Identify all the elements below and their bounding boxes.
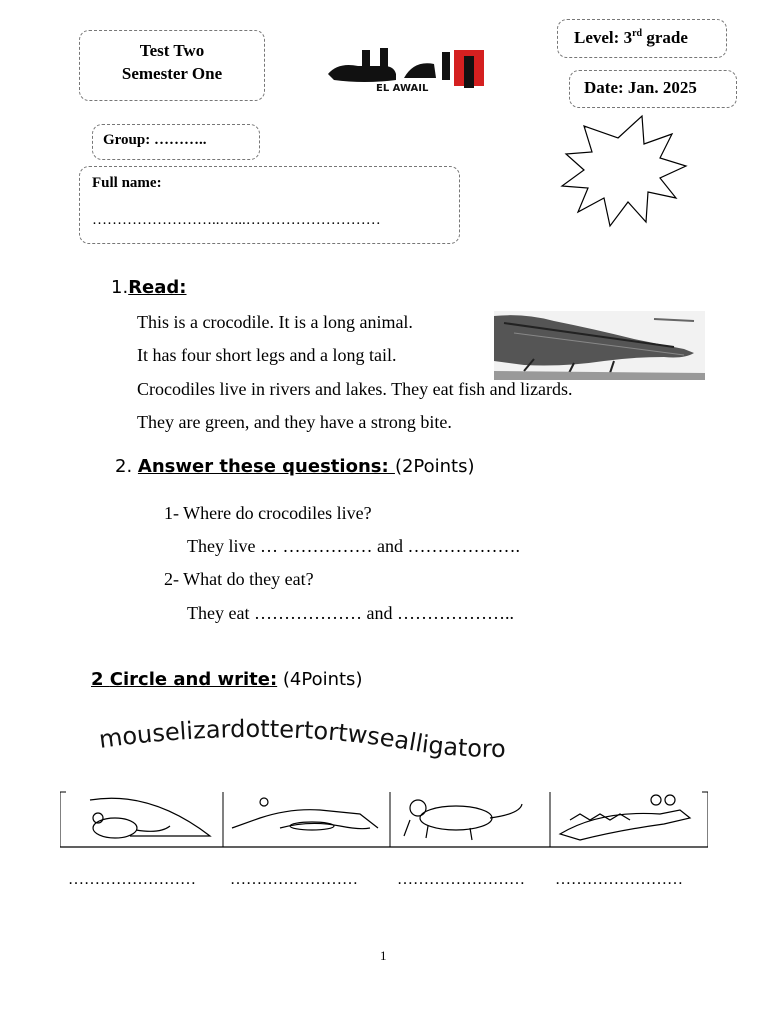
- level-box: [557, 19, 727, 58]
- reading-line: It has four short legs and a long tail.: [137, 345, 397, 365]
- section-number: 2: [91, 669, 110, 690]
- answer-blank-4[interactable]: ……………………: [555, 871, 683, 888]
- test-title: Test Two: [139, 41, 205, 60]
- section-questions-heading: [115, 456, 475, 477]
- section-title: Answer these questions:: [137, 456, 395, 477]
- full-name-label: Full name:: [92, 175, 162, 191]
- el-awail-logo: [324, 44, 490, 94]
- section-points: (2Points): [394, 456, 475, 477]
- group-label: Group: ………..: [103, 132, 207, 148]
- section-title: Read:: [128, 277, 187, 298]
- page-number: 1: [380, 948, 387, 963]
- group-field[interactable]: [92, 124, 260, 160]
- answer-2-blank[interactable]: They eat ……………… and ………………..: [187, 603, 514, 623]
- otter-icon: [404, 800, 522, 840]
- reading-line: This is a crocodile. It is a long animal.: [137, 312, 413, 332]
- logo-text: EL AWAIL: [376, 83, 429, 94]
- score-starburst: [560, 114, 690, 230]
- full-name-dots: ……………………..…...………………………: [92, 212, 381, 228]
- animal-pictures-row: [60, 790, 708, 850]
- reading-line: Crocodiles live in rivers and lakes. They eat fish and lizards.: [137, 379, 573, 399]
- crocodile-picture: [494, 311, 705, 380]
- date-box: [569, 70, 737, 108]
- letter-string: mouselizardottertortwsealligatoro: [97, 714, 506, 763]
- section-points: (4Points): [277, 669, 363, 690]
- question-1: 1- Where do crocodiles live?: [164, 503, 372, 523]
- word-search-letters[interactable]: [92, 700, 702, 770]
- mouse-icon: [90, 798, 210, 838]
- question-2: 2- What do they eat?: [164, 569, 314, 589]
- section-number: 2.: [115, 456, 133, 477]
- answer-blank-3[interactable]: ……………………: [397, 871, 525, 888]
- section-number: 1.: [111, 277, 129, 298]
- full-name-field[interactable]: [79, 166, 460, 244]
- section-circle-heading: [91, 669, 362, 690]
- alligator-icon: [560, 795, 690, 840]
- level-label: Level: 3: [574, 28, 633, 47]
- answer-blank-2[interactable]: ……………………: [230, 871, 358, 888]
- lizard-icon: [232, 798, 378, 830]
- section-title: Circle and write:: [109, 669, 278, 690]
- section-read-heading: [111, 277, 187, 298]
- level-ordinal: rd: [632, 28, 643, 39]
- semester-label: Semester One: [121, 64, 223, 83]
- answer-1-blank[interactable]: They live … …………… and ……………….: [187, 536, 520, 556]
- reading-line: They are green, and they have a strong bite.: [137, 412, 452, 432]
- date-label: Date: Jan. 2025: [584, 78, 697, 97]
- level-suffix: grade: [642, 28, 688, 47]
- test-title-box: [79, 30, 265, 101]
- answer-blank-1[interactable]: ……………………: [68, 871, 196, 888]
